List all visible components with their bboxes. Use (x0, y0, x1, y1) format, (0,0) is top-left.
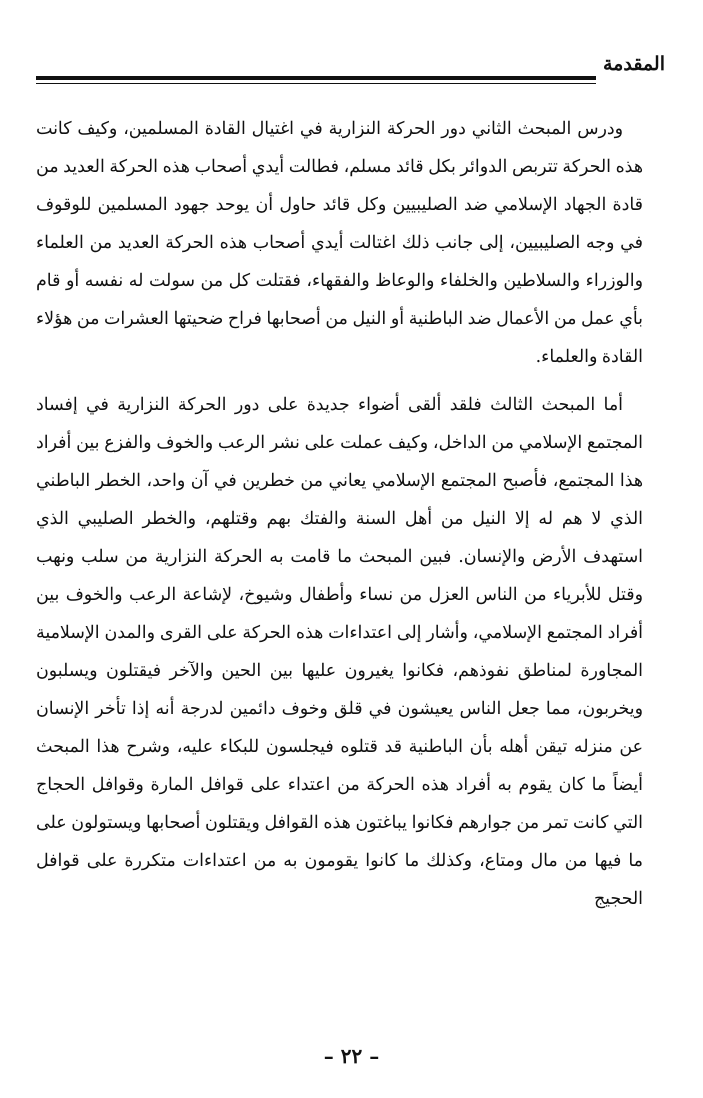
body-text (36, 110, 643, 918)
paragraph-1: ودرس المبحث الثاني دور الحركة النزارية في اغتيال القادة المسلمين، وكيف كانت هذه الحركة تتربص الدوائر بكل قائد مسلم، فطالت أيدي أصحاب هذه الحركة العديد من قادة الجهاد الإسلامي ضد الصليبيين وكل قائد حاول أن يوحد جهود المسلمين للوقوف في وجه الصليبيين، إلى جانب ذلك اغتالت أيدي أصحاب هذه الحركة العديد من العلماء والوزراء والسلاطين والخلفاء والوعاظ والفقهاء، فقتلت كل من سولت له نفسه أو قام بأي عمل من الأعمال ضد الباطنية أو النيل من أصحابها فراح ضحيتها العشرات من هؤلاء القادة والعلماء. (36, 119, 643, 367)
running-header (36, 52, 665, 92)
header-rule-thick (36, 76, 596, 80)
running-title: المقدمة (602, 53, 665, 75)
header-rule-thin (36, 83, 596, 84)
paragraph-2: أما المبحث الثالث فلقد ألقى أضواء جديدة على دور الحركة النزارية في إفساد المجتمع الإسلامي من الداخل، وكيف عملت على نشر الرعب والخوف والفزع بين أفراد هذا المجتمع، فأصبح المجتمع الإسلامي يعاني من خطرين في آن واحد، الخطر الباطني الذي لا هم له إلا النيل من أهل السنة والفتك بهم وقتلهم، والخطر الصليبي الذي استهدف الأرض والإنسان. فبين المبحث ما قامت به الحركة النزارية من سلب ونهب وقتل للأبرياء من الناس العزل من نساء وأطفال وشيوخ، لإشاعة الرعب والخوف بين أفراد المجتمع الإسلامي، وأشار إلى اعتداءات هذه الحركة على القرى والمدن الإسلامية المجاورة لمناطق نفوذهم، فكانوا يغيرون عليها بين الحين والآخر فيقتلون ويسلبون ويخربون، مما جعل الناس يعيشون في قلق وخوف دائمين لدرجة أنه إذا تأخر الإنسان عن منزله تيقن أهله بأن الباطنية قد قتلوه فيجلسون للبكاء عليه، وشرح هذا المبحث أيضاً ما كان يقوم به أفراد هذه الحركة من اعتداء على قوافل المارة وقوافل الحجاج التي كانت تمر من جوارهم فكانوا يباغتون هذه القوافل ويقتلون أصحابها ويستولون على ما فيها من مال ومتاع، وكذلك ما كانوا يقومون به من اعتداءات متكررة على قوافل الحجيج (36, 395, 643, 909)
page-number: – ٢٢ – (323, 1044, 380, 1068)
